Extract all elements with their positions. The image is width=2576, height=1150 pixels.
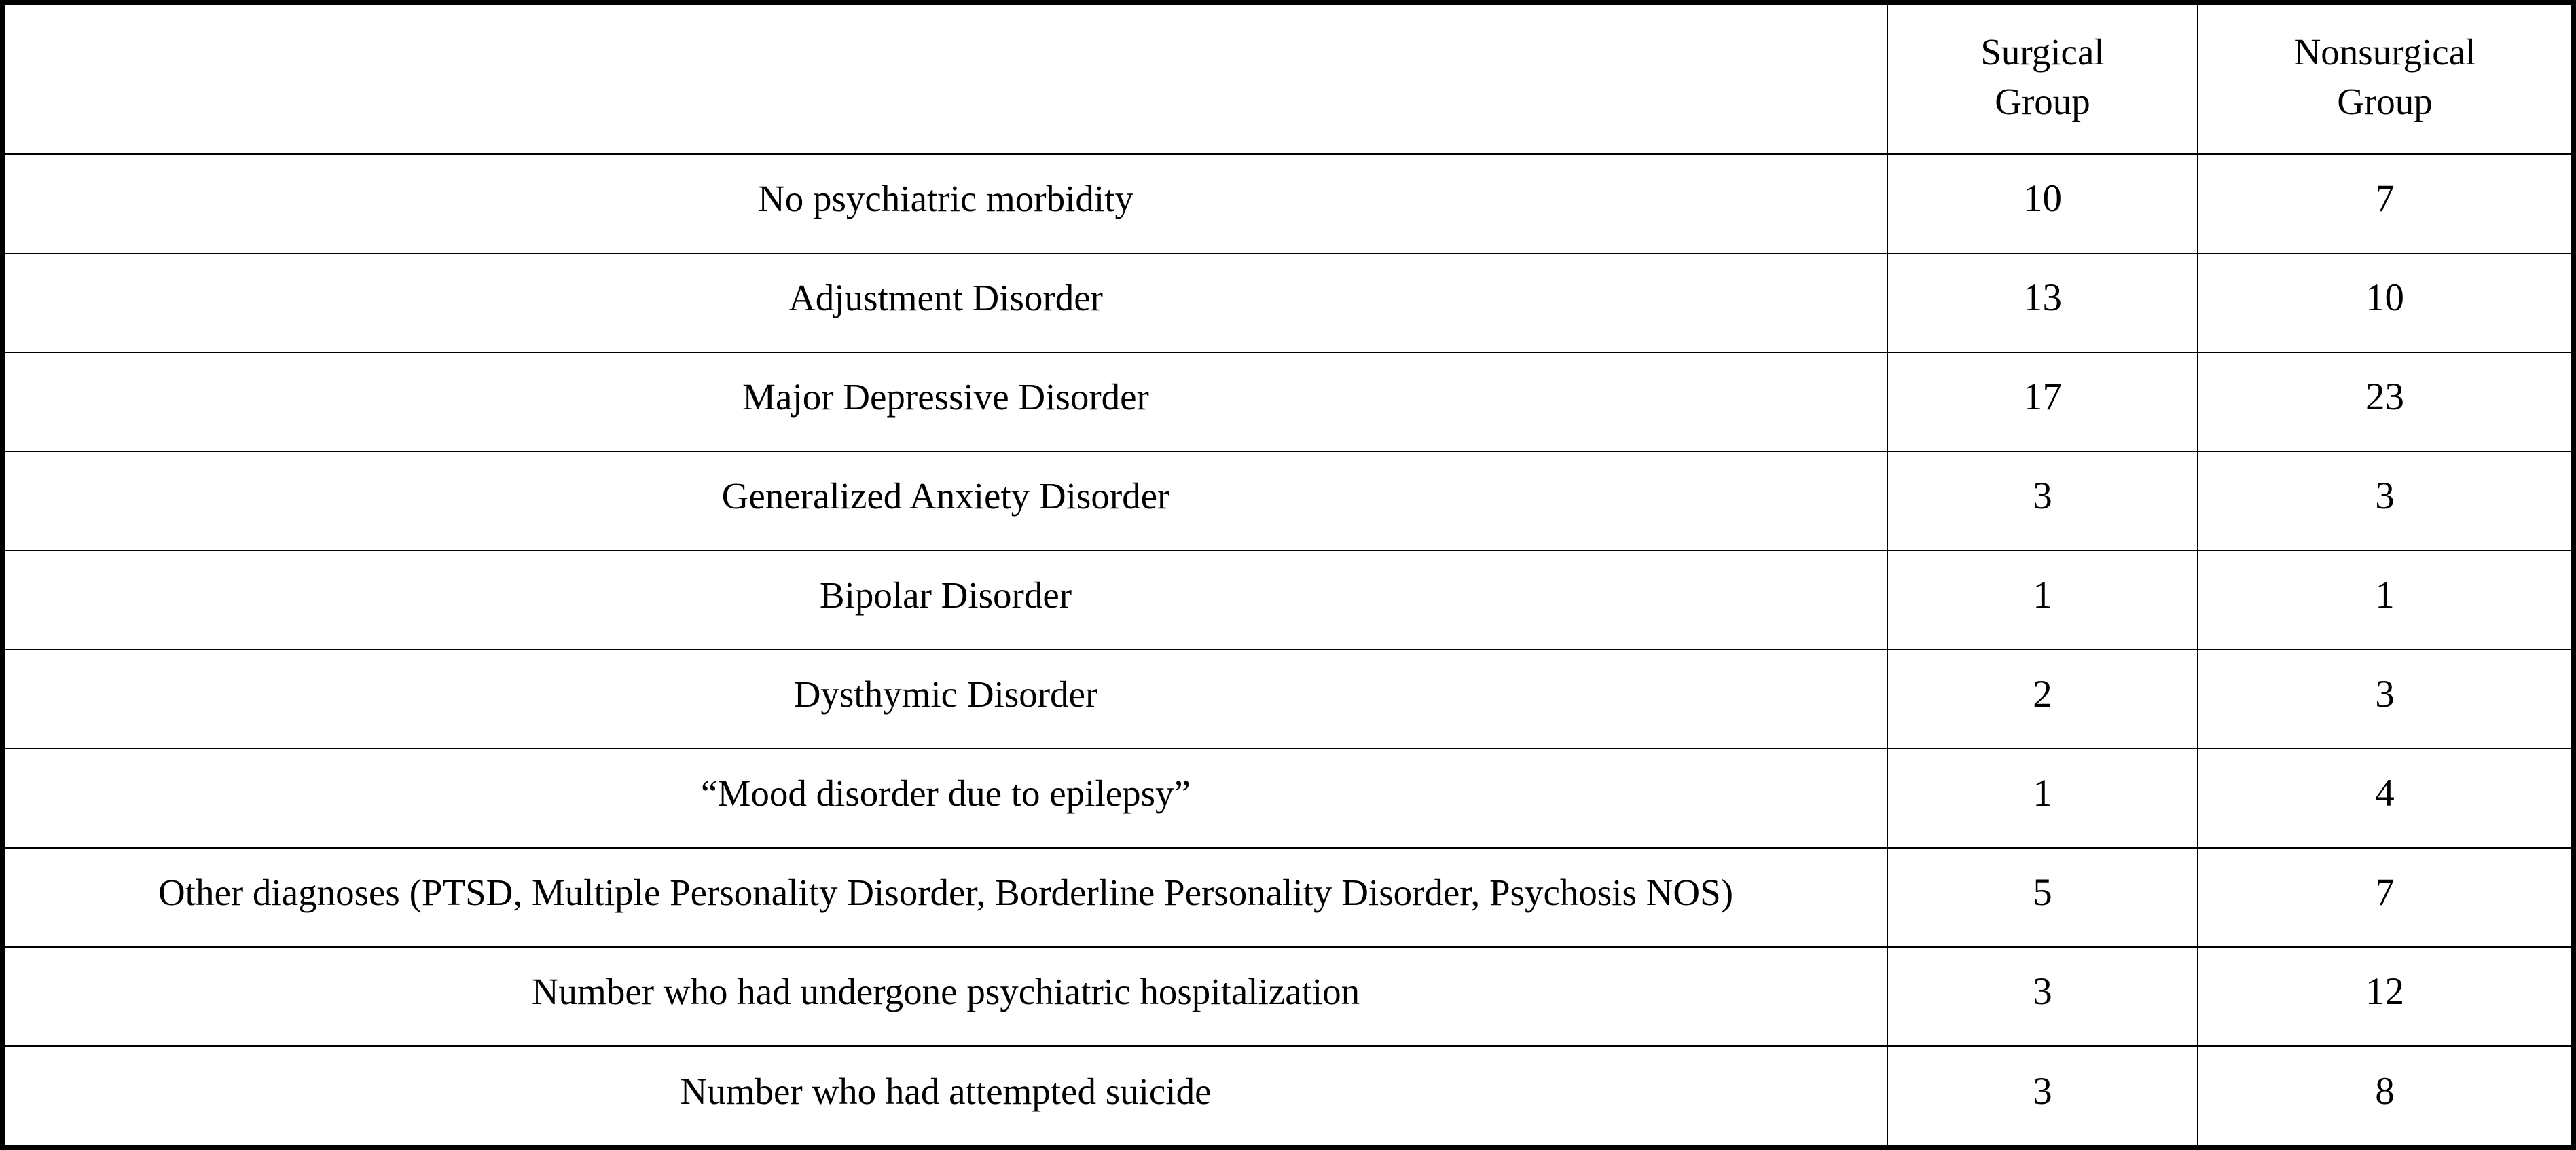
row-label: No psychiatric morbidity bbox=[5, 154, 1887, 253]
table-row bbox=[5, 352, 2571, 451]
header-cell-label bbox=[5, 5, 1887, 154]
row-label: Dysthymic Disorder bbox=[5, 650, 1887, 749]
nonsurgical-value: 7 bbox=[2198, 154, 2571, 253]
table-row bbox=[5, 848, 2571, 947]
surgical-value: 1 bbox=[1887, 551, 2198, 650]
row-label: Generalized Anxiety Disorder bbox=[5, 451, 1887, 551]
table-row bbox=[5, 154, 2571, 253]
row-label: Number who had undergone psychiatric hospitalization bbox=[5, 947, 1887, 1046]
table-row bbox=[5, 551, 2571, 650]
surgical-value: 13 bbox=[1887, 253, 2198, 352]
row-label: Bipolar Disorder bbox=[5, 551, 1887, 650]
header-row bbox=[5, 5, 2571, 154]
surgical-value: 3 bbox=[1887, 947, 2198, 1046]
nonsurgical-value: 3 bbox=[2198, 451, 2571, 551]
nonsurgical-value: 23 bbox=[2198, 352, 2571, 451]
surgical-value: 3 bbox=[1887, 1046, 2198, 1145]
nonsurgical-value: 8 bbox=[2198, 1046, 2571, 1145]
surgical-value: 2 bbox=[1887, 650, 2198, 749]
surgical-value: 1 bbox=[1887, 749, 2198, 848]
row-label: Adjustment Disorder bbox=[5, 253, 1887, 352]
nonsurgical-value: 12 bbox=[2198, 947, 2571, 1046]
table-row bbox=[5, 253, 2571, 352]
table-row bbox=[5, 1046, 2571, 1145]
nonsurgical-value: 4 bbox=[2198, 749, 2571, 848]
row-label: Major Depressive Disorder bbox=[5, 352, 1887, 451]
table-row bbox=[5, 451, 2571, 551]
nonsurgical-value: 3 bbox=[2198, 650, 2571, 749]
nonsurgical-value: 10 bbox=[2198, 253, 2571, 352]
header-cell-nonsurgical-group: Nonsurgical Group bbox=[2198, 5, 2571, 154]
table-row bbox=[5, 947, 2571, 1046]
surgical-value: 17 bbox=[1887, 352, 2198, 451]
row-label: “Mood disorder due to epilepsy” bbox=[5, 749, 1887, 848]
surgical-value: 10 bbox=[1887, 154, 2198, 253]
header-cell-surgical-group: Surgical Group bbox=[1887, 5, 2198, 154]
data-table bbox=[5, 5, 2571, 1145]
row-label: Other diagnoses (PTSD, Multiple Personality Disorder, Borderline Personality Disorder, Psychosis NOS) bbox=[5, 848, 1887, 947]
surgical-value: 5 bbox=[1887, 848, 2198, 947]
nonsurgical-value: 7 bbox=[2198, 848, 2571, 947]
row-label: Number who had attempted suicide bbox=[5, 1046, 1887, 1145]
nonsurgical-value: 1 bbox=[2198, 551, 2571, 650]
table-row bbox=[5, 650, 2571, 749]
table-row bbox=[5, 749, 2571, 848]
surgical-value: 3 bbox=[1887, 451, 2198, 551]
